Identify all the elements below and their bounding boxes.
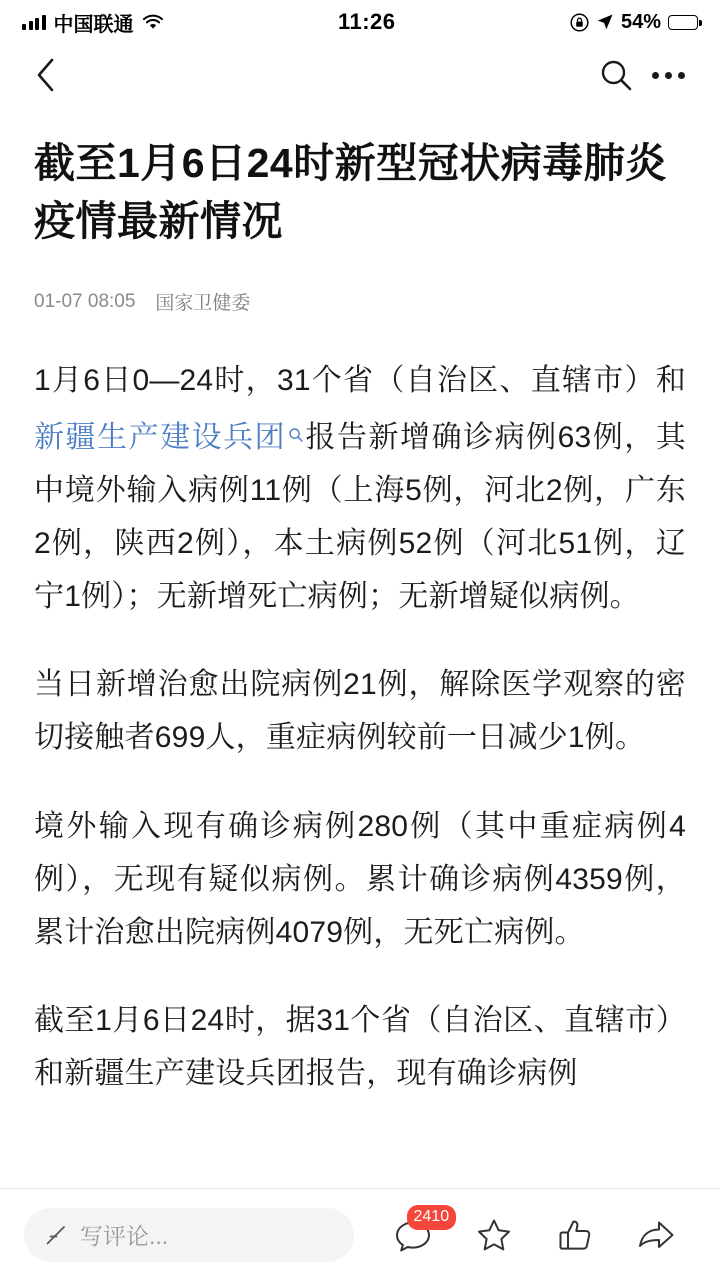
entity-search-icon[interactable] bbox=[288, 408, 304, 424]
back-button[interactable] bbox=[26, 55, 66, 95]
comment-placeholder: 写评论... bbox=[80, 1223, 169, 1249]
battery-percent-label: 54% bbox=[620, 10, 661, 33]
paragraph-text: 当日新增治愈出院病例21例，解除医学观察的密切接触者699人，重症病例较前一日减少1例。 bbox=[34, 668, 686, 755]
publish-date: 01-07 08:05 bbox=[34, 290, 136, 312]
comment-count-badge: 2410 bbox=[407, 1205, 457, 1230]
article-paragraph bbox=[34, 995, 686, 1101]
status-bar-left bbox=[22, 8, 164, 37]
article-meta bbox=[34, 288, 686, 315]
search-button[interactable] bbox=[590, 53, 642, 97]
status-bar-right bbox=[570, 11, 698, 34]
bottom-action-bar bbox=[0, 1188, 720, 1280]
carrier-label: 中国联通 bbox=[53, 13, 134, 36]
more-options-icon bbox=[652, 72, 685, 79]
comment-input[interactable] bbox=[24, 1208, 354, 1262]
paragraph-text: 截至1月6日24时，据31个省（自治区、直辖市）和新疆生产建设兵团报告，现有确诊病例 bbox=[34, 1004, 686, 1091]
wifi-icon bbox=[142, 14, 164, 30]
share-button[interactable] bbox=[628, 1207, 684, 1263]
pen-icon bbox=[44, 1223, 68, 1247]
battery-icon bbox=[668, 15, 698, 30]
navigation-bar bbox=[0, 44, 720, 106]
article-body bbox=[34, 355, 686, 1101]
like-button[interactable] bbox=[547, 1207, 603, 1263]
signal-bars-icon bbox=[22, 14, 46, 30]
paragraph-text: 1月6日0—24时，31个省（自治区、直辖市）和 bbox=[34, 364, 686, 398]
rotation-lock-icon bbox=[570, 13, 589, 32]
article-content bbox=[0, 106, 720, 1188]
comment-button[interactable] bbox=[385, 1207, 450, 1263]
action-icons bbox=[372, 1207, 696, 1263]
inline-entity-link[interactable]: 新疆生产建设兵团 bbox=[34, 421, 287, 455]
page-title: 截至1月6日24时新型冠状病毒肺炎疫情最新情况 bbox=[34, 140, 667, 245]
paragraph-text: 报告新增确诊病例63例，其中境外输入病例11例（上海5例，河北2例，广东2例，陕西2例），本土病例52例（河北51例，辽宁1例）；无新增死亡病例；无新增疑似病例。 bbox=[34, 421, 686, 613]
article-source: 国家卫健委 bbox=[155, 293, 251, 315]
status-bar-time: 11:26 bbox=[337, 9, 396, 34]
article-paragraph bbox=[34, 659, 686, 765]
location-arrow-icon bbox=[596, 13, 614, 31]
article-paragraph bbox=[34, 801, 686, 959]
status-bar bbox=[0, 0, 720, 44]
favorite-button[interactable] bbox=[466, 1207, 522, 1263]
paragraph-text: 境外输入现有确诊病例280例（其中重症病例4例），无现有疑似病例。累计确诊病例4359例，累计治愈出院病例4079例，无死亡病例。 bbox=[34, 810, 686, 949]
article-paragraph bbox=[34, 355, 686, 623]
more-options-button[interactable] bbox=[642, 53, 694, 97]
